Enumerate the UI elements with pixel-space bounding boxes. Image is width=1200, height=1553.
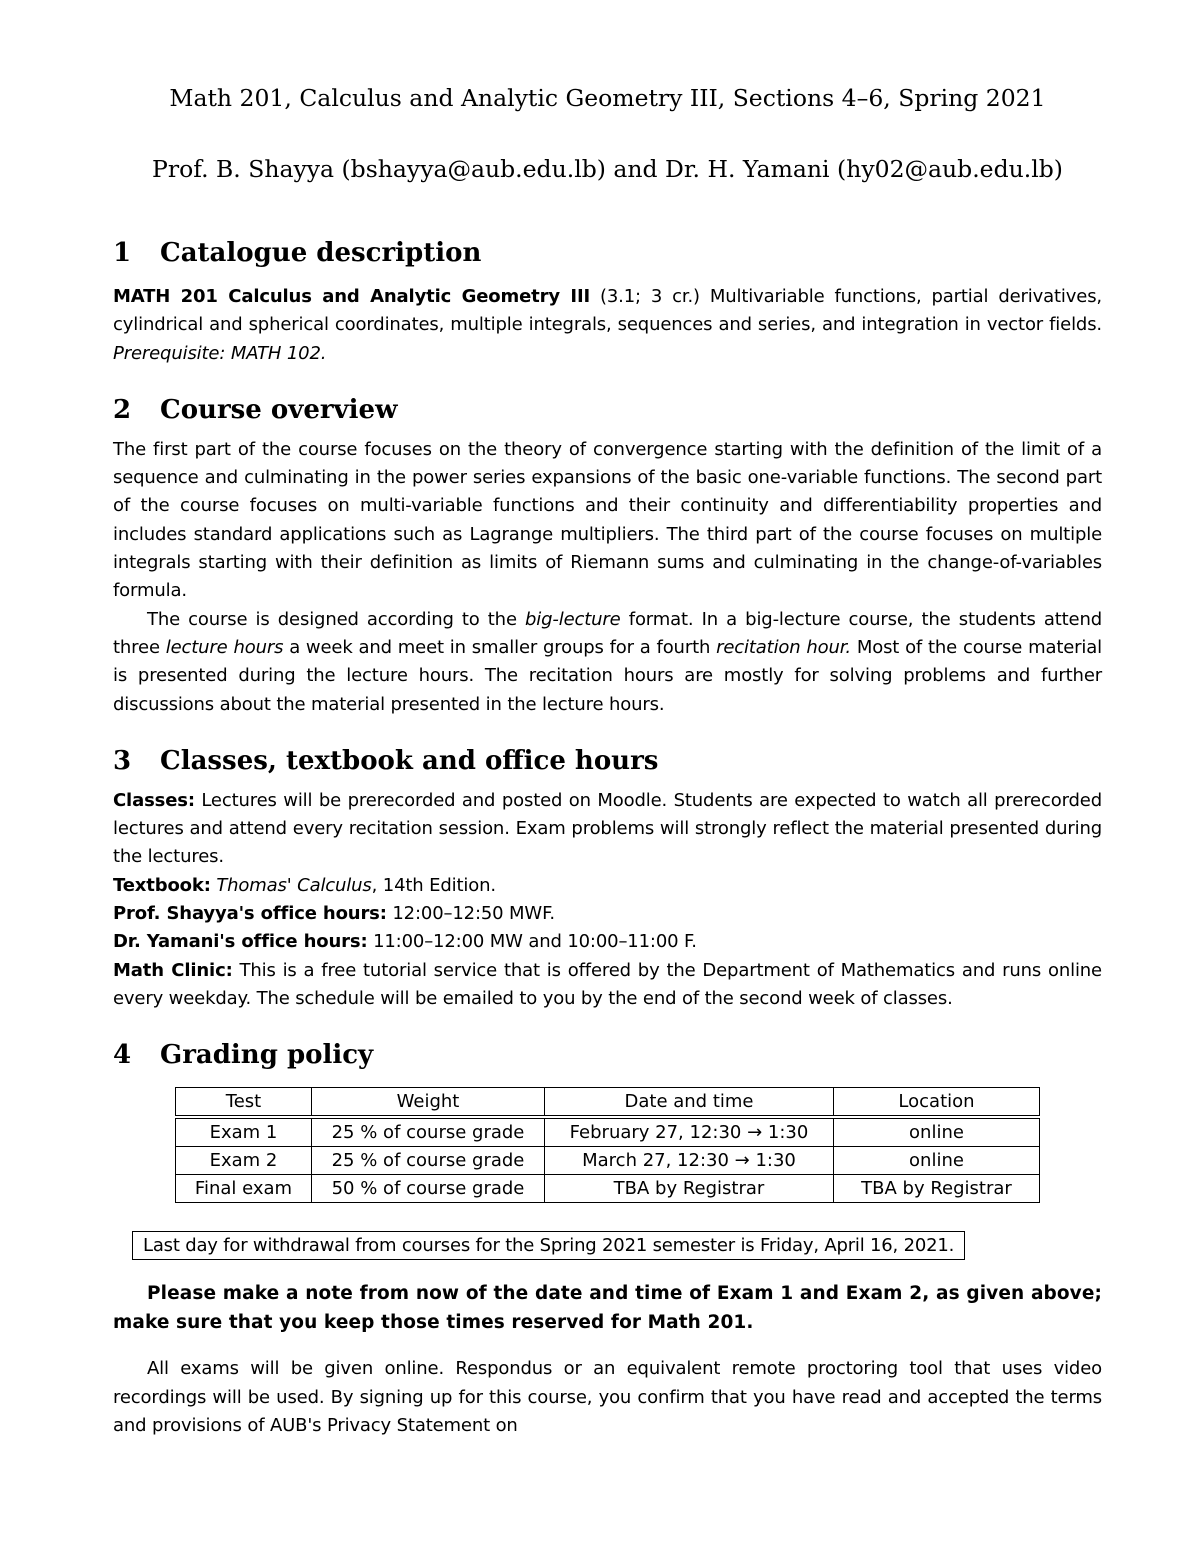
shayya-office-hours [113,900,1102,928]
course-title: Math 201, Calculus and Analytic Geometry III, Sections 4–6, Spring 2021 [169,84,1046,112]
table-cell: 25 % of course grade [312,1117,545,1147]
table-cell: Exam 2 [176,1147,312,1175]
table-cell: TBA by Registrar [834,1175,1040,1203]
yamani-label: Dr. Yamani's office hours: [113,931,368,953]
table-row [176,1117,1040,1147]
table-cell: 25 % of course grade [312,1147,545,1175]
table-row [176,1147,1040,1175]
catalogue-text: (3.1; 3 cr.) Multivariable functions, partial derivatives, cylindrical and spherical coordinates, multiple integrals, sequences and series, and integration in vector fields. [113,286,1102,336]
catalogue-description [113,283,1102,368]
exam-date-note: Please make a note from now of the date and time of Exam 1 and Exam 2, as given above; make sure that you keep those times reserved for Math 201. [113,1283,1102,1333]
table-cell: Final exam [176,1175,312,1203]
text-run: Most of the course material is presented during the lecture hours. The recitation hours are mostly for solving problems and further discussions about the material presented in the lecture hours. [113,636,1103,715]
table-cell: March 27, 12:30 → 1:30 [545,1147,834,1175]
clinic-text: This is a free tutorial service that is offered by the Department of Mathematics and runs online every weekday. The schedule will be emailed to you by the end of the second week of classes. [113,959,1102,1009]
column-header: Test [176,1088,312,1118]
section-heading-classes [113,741,1102,781]
section-number: 1 [113,238,132,268]
section-number: 2 [113,394,132,425]
textbook-info [113,872,1102,900]
overview-paragraph-1: The first part of the course focuses on the theory of convergence starting with the definition of the limit of a sequence and culminating in the power series expansions of the basic one-variable functions. The second part of the course focuses on multi-variable functions and their continuity and differentiability properties and includes standard applications such as Lagrange multipliers. The third part of the course focuses on multiple integrals starting with their definition as limits of Riemann sums and culminating in the change-of-variables formula. [113,438,1102,602]
emphasis-lecture-hours: lecture hours [165,636,284,658]
section-title: Course overview [160,394,398,425]
document-page [113,78,1102,1440]
math-clinic-info [113,957,1102,1014]
course-name-bold: MATH 201 Calculus and Analytic Geometry III [113,286,591,307]
text-run: format. In a big-lecture course, the students attend three [113,608,1102,658]
section-heading-overview [113,390,1102,430]
section-title: Catalogue description [160,238,482,268]
textbook-edition: , 14th Edition. [371,874,496,896]
table-row [176,1175,1040,1203]
table-cell: 50 % of course grade [312,1175,545,1203]
instructors-line: Prof. B. Shayya (bshayya@aub.edu.lb) and Dr. H. Yamani (hy02@aub.edu.lb) [152,155,1063,183]
table-cell: TBA by Registrar [545,1175,834,1203]
text-run: The course is designed according to the [147,608,525,630]
column-header: Weight [312,1088,545,1118]
classes-text: Lectures will be prerecorded and posted on Moodle. Students are expected to watch all prerecorded lectures and attend every recitation session. Exam problems will strongly reflect the material presented during the lectures. [113,789,1102,868]
prerequisite: Prerequisite: MATH 102. [113,342,327,364]
section-title: Grading policy [160,1040,374,1071]
yamani-office-hours [113,928,1102,956]
section-heading-catalogue [113,233,1102,273]
textbook-title: Thomas' Calculus [216,874,372,896]
grading-table [175,1087,1040,1203]
table-header-row [176,1088,1040,1118]
table-cell: Exam 1 [176,1117,312,1147]
overview-paragraph-2 [113,606,1102,719]
column-header: Date and time [545,1088,834,1118]
section-number: 4 [113,1040,132,1071]
textbook-label: Textbook: [113,874,211,896]
shayya-hours: 12:00–12:50 MWF. [386,903,555,925]
clinic-label: Math Clinic: [113,959,233,981]
online-exam-text: All exams will be given online. Respondus or an equivalent remote proctoring tool that uses video recordings will be used. By signing up for this course, you confirm that you have read and accepted the terms and provisions of AUB's Privacy Statement on [113,1358,1102,1436]
section-number: 3 [113,745,132,776]
classes-info [113,787,1102,872]
text-run: a week and meet in smaller groups for a fourth [283,636,717,658]
emphasis-recitation-hour: recitation hour. [716,636,851,658]
table-cell: online [834,1147,1040,1175]
column-header: Location [834,1088,1040,1118]
emphasis-big-lecture: big-lecture [525,608,621,630]
yamani-hours: 11:00–12:00 MW and 10:00–11:00 F. [367,931,697,953]
classes-label: Classes: [113,789,195,811]
section-heading-grading [113,1035,1102,1075]
withdrawal-notice-box: Last day for withdrawal from courses for the Spring 2021 semester is Friday, April 16, 2021. [132,1231,965,1260]
shayya-label: Prof. Shayya's office hours: [113,903,387,925]
table-cell: February 27, 12:30 → 1:30 [545,1117,834,1147]
section-title: Classes, textbook and office hours [160,745,659,776]
table-cell: online [834,1117,1040,1147]
